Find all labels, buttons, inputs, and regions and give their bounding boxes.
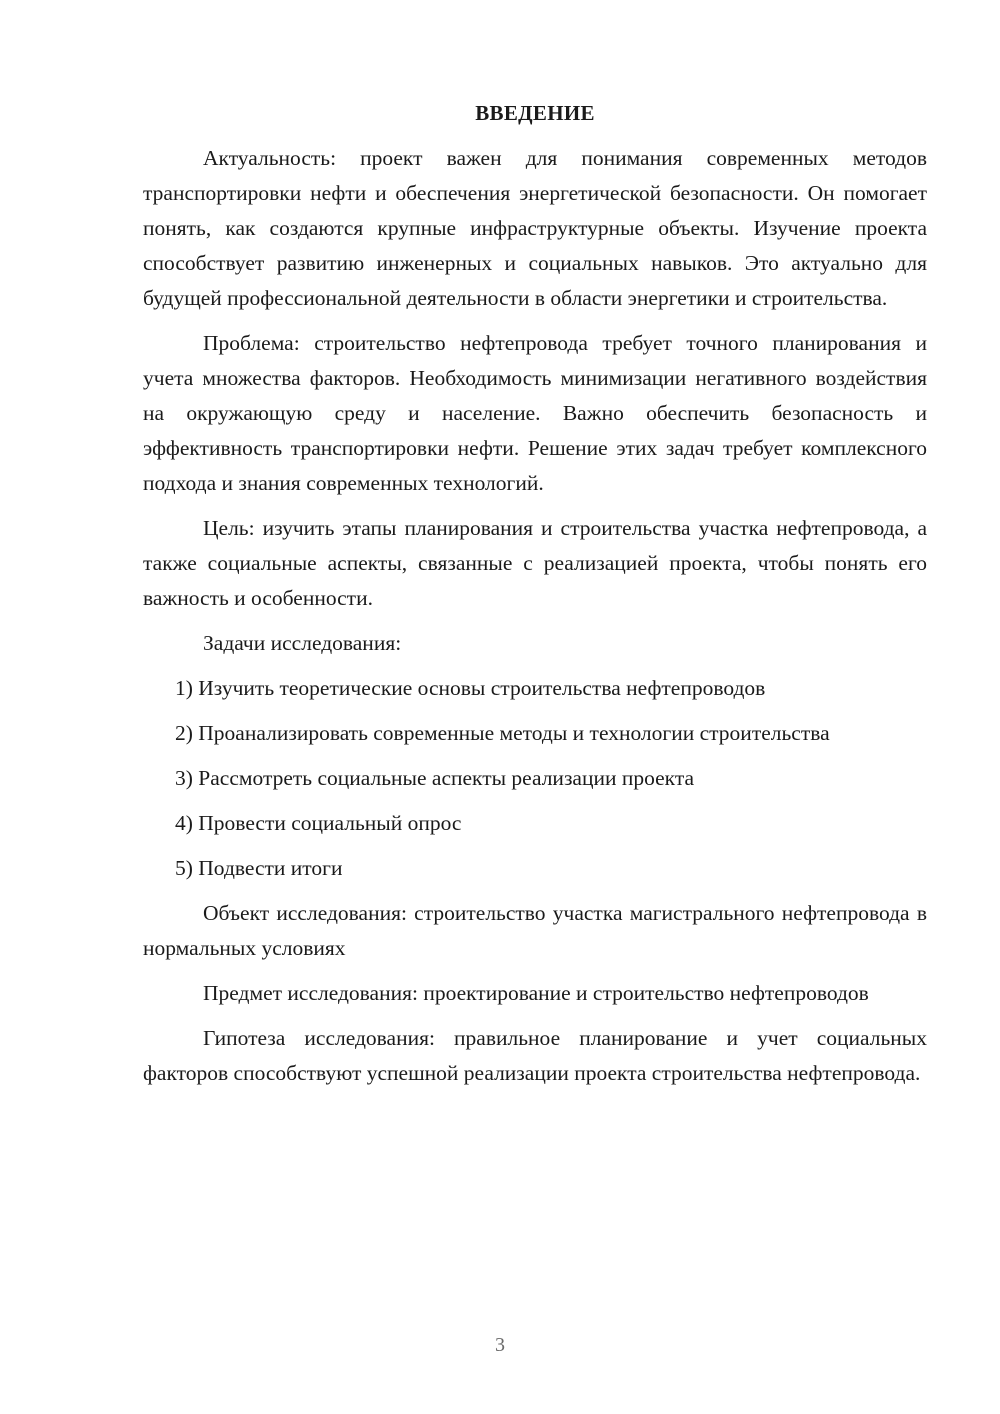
page-number: 3 xyxy=(495,1334,505,1356)
task-item: 4) Провести социальный опрос xyxy=(175,811,462,835)
goal-paragraph: Цель: изучить этапы планирования и строительства участка нефтепровода, а также социальные аспекты, связанные с реализацией проекта, чтобы понять его важность и особенности. xyxy=(143,516,927,610)
task-item: 2) Проанализировать современные методы и технологии строительства xyxy=(175,721,830,745)
section-heading: ВВЕДЕНИЕ xyxy=(475,101,595,125)
subject-paragraph: Предмет исследования: проектирование и строительство нефтепроводов xyxy=(203,981,869,1005)
relevance-paragraph: Актуальность: проект важен для понимания современных методов транспортировки нефти и обеспечения энергетической безопасности. Он помогает понять, как создаются крупные инфраструктурные объекты. Изучение проекта способствует развитию инженерных и социальных навыков. Это актуально для будущей профессиональной деятельности в области энергетики и строительства. xyxy=(143,146,927,310)
object-paragraph: Объект исследования: строительство участка магистрального нефтепровода в нормальных условиях xyxy=(143,901,927,960)
hypothesis-paragraph: Гипотеза исследования: правильное планирование и учет социальных факторов способствуют успешной реализации проекта строительства нефтепровода. xyxy=(143,1026,927,1085)
page-content xyxy=(143,96,927,1101)
task-item: 3) Рассмотреть социальные аспекты реализации проекта xyxy=(175,766,695,790)
problem-paragraph: Проблема: строительство нефтепровода требует точного планирования и учета множества факторов. Необходимость минимизации негативного воздействия на окружающую среду и население. Важно обеспечить безопасность и эффективность транспортировки нефти. Решение этих задач требует комплексного подхода и знания современных технологий. xyxy=(143,331,927,495)
task-item: 5) Подвести итоги xyxy=(175,856,343,880)
task-item: 1) Изучить теоретические основы строительства нефтепроводов xyxy=(175,676,766,700)
tasks-heading: Задачи исследования: xyxy=(203,631,402,655)
